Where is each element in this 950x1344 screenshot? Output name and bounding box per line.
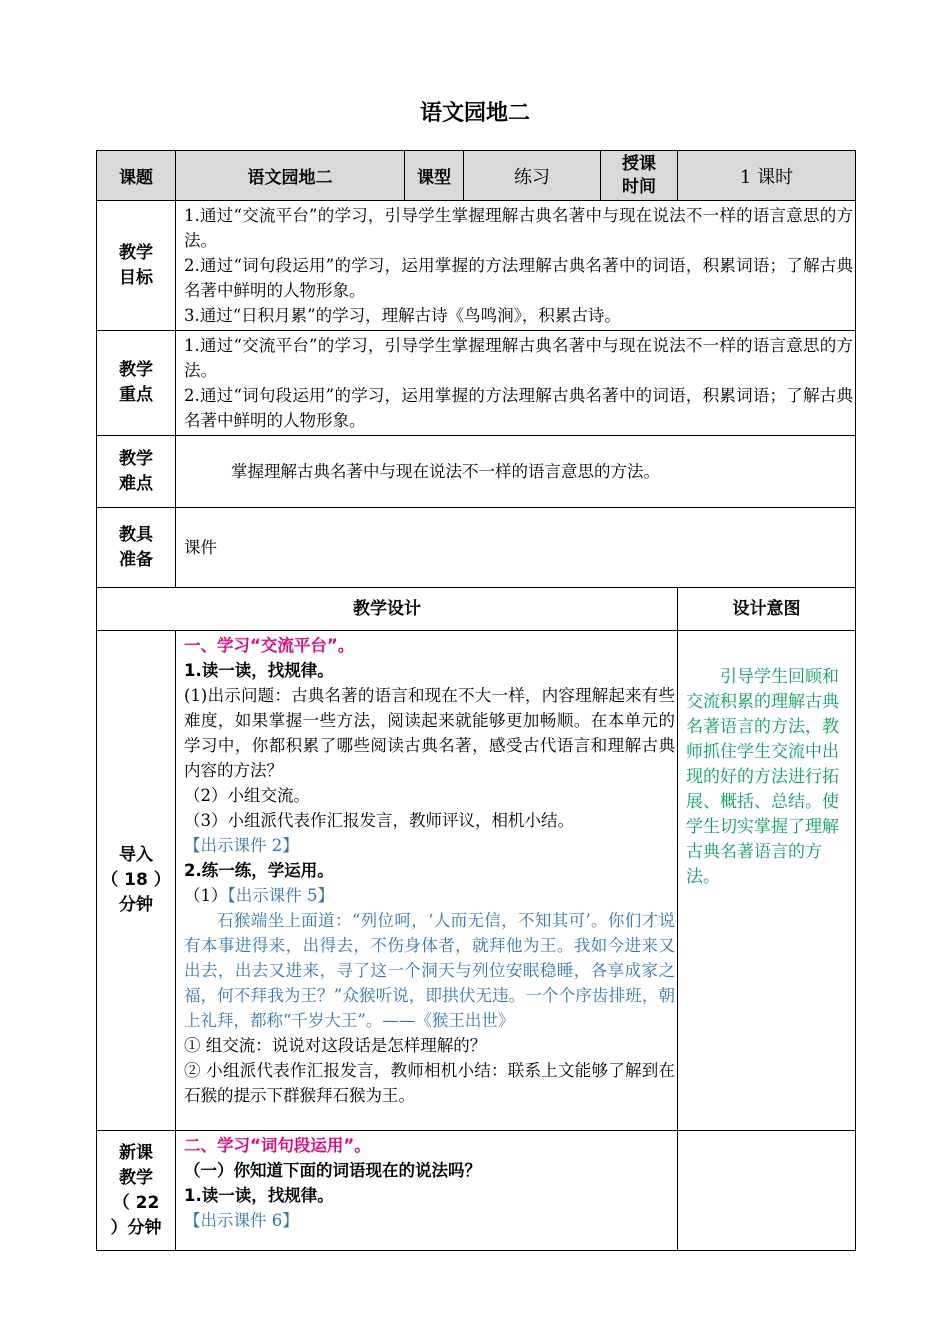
intro-p2: （2）小组交流。 [184, 786, 310, 805]
difficulty-content [176, 436, 856, 508]
difficulty-text: 掌握理解古典名著中与现在说法不一样的语言意思的方法。 [231, 462, 660, 481]
courseware-link-2[interactable]: 【出示课件 2】 [184, 836, 299, 855]
design-header-left: 教学设计 [97, 588, 678, 631]
courseware-link-5[interactable]: 【出示课件 5】 [227, 886, 334, 905]
header-row [97, 151, 856, 201]
design-header-right: 设计意图 [678, 588, 856, 631]
topic-value: 语文园地二 [176, 151, 405, 201]
goals-row [97, 201, 856, 331]
time-label [601, 151, 678, 201]
type-label: 课型 [405, 151, 464, 201]
intro-intent: 引导学生回顾和交流积累的理解古典名著语言的方法，教师抓住学生交流中出现的好的方法进行拓展、概括、总结。使学生切实掌握了理解古典名著语言的方法。 [678, 631, 856, 1131]
type-value: 练习 [464, 151, 601, 201]
newlesson-sub2: 1.读一读，找规律。 [184, 1186, 334, 1205]
tools-row [97, 508, 856, 588]
keypoints-label-text: 教学重点 [118, 360, 153, 405]
intro-quote: 石猴端坐上面道：“列位呵，‘人而无信，不知其可’。你们才说有本事进得来，出得去，不伤身体者，就拜他为王。我如今进来又出去，出去又进来，寻了这一个洞天与列位安眠稳睡，各享成家之福，何不拜我为王？”众猴听说，即拱伏无违。一个个序齿排班，朝上礼拜，都称“千岁大王”。——《猴王出世》 [184, 911, 675, 1030]
newlesson-sub1: （一）你知道下面的词语现在的说法吗？ [184, 1161, 481, 1180]
tools-text: 课件 [184, 538, 217, 557]
goals-label [97, 201, 176, 331]
intro-label-b: （ 18 ） [101, 870, 171, 890]
keypoints-content [176, 331, 856, 436]
intro-sub1: 1.读一读，找规律。 [184, 661, 334, 680]
tools-label-text: 教具准备 [118, 524, 153, 570]
newlesson-label-a: 新课 [119, 1142, 153, 1163]
goal-line: 1.通过“交流平台”的学习，引导学生掌握理解古典名著中与现在说法不一样的语言意思的方法。 [184, 206, 853, 250]
newlesson-row [97, 1131, 856, 1251]
intro-p1: (1)出示问题：古典名著的语言和现在不大一样，内容理解起来有些难度，如果掌握一些方法，阅读起来就能够更加畅顺。在本单元的学习中，你都积累了哪些阅读古典名著，感受古代语言和理解古典内容的方法？ [184, 686, 675, 780]
page-title: 语文园地二 [419, 101, 530, 126]
time-label-text: 授课时间 [621, 153, 656, 197]
time-value: 1 课时 [678, 151, 856, 201]
intro-p5 [184, 883, 675, 908]
newlesson-label-b: 教学 [119, 1167, 153, 1188]
goal-line: 3.通过“日积月累”的学习，理解古诗《鸟鸣涧》，积累古诗。 [184, 306, 621, 325]
difficulty-label-text: 教学难点 [118, 448, 153, 494]
intro-p5-prefix: （1） [184, 886, 228, 905]
keypoint-line: 2.通过“词句段运用”的学习，运用掌握的方法理解古典名著中的词语，积累词语；了解古典名著中鲜明的人物形象。 [184, 386, 853, 430]
tools-content [176, 508, 856, 588]
intro-sub2: 2.练一练，学运用。 [184, 861, 334, 880]
goal-line: 2.通过“词句段运用”的学习，运用掌握的方法理解古典名著中的词语，积累词语；了解古典名著中鲜明的人物形象。 [184, 256, 853, 300]
tools-label [97, 508, 176, 588]
design-header-row [97, 588, 856, 631]
keypoints-row [97, 331, 856, 436]
newlesson-content [176, 1131, 678, 1251]
keypoints-label [97, 331, 176, 436]
topic-label: 课题 [97, 151, 176, 201]
difficulty-label [97, 436, 176, 508]
newlesson-label [97, 1131, 176, 1251]
goals-label-text: 教学目标 [118, 242, 153, 288]
intro-row [97, 631, 856, 1131]
newlesson-label-d: ）分钟 [110, 1217, 162, 1238]
intro-content [176, 631, 678, 1131]
intro-p6: ① 组交流：说说对这段话是怎样理解的？ [184, 1036, 487, 1055]
difficulty-row [97, 436, 856, 508]
keypoint-line: 1.通过“交流平台”的学习，引导学生掌握理解古典名著中与现在说法不一样的语言意思的方法。 [184, 336, 853, 380]
intro-heading: 一、学习“交流平台”。 [184, 636, 355, 655]
intro-p3: （3）小组派代表作汇报发言，教师评议，相机小结。 [184, 811, 574, 830]
newlesson-label-c: （ 22 [112, 1192, 160, 1213]
lesson-plan-table [96, 150, 856, 1251]
intro-label-c: 分钟 [119, 895, 153, 915]
intro-p7: ② 小组派代表作汇报发言，教师相机小结：联系上文能够了解到在石猴的提示下群猴拜石猴为王。 [184, 1061, 675, 1105]
intro-label [97, 631, 176, 1131]
goals-content [176, 201, 856, 331]
newlesson-intent [678, 1131, 856, 1251]
courseware-link-6[interactable]: 【出示课件 6】 [184, 1211, 299, 1230]
intro-label-a: 导入 [119, 845, 153, 865]
newlesson-heading: 二、学习“词句段运用”。 [184, 1136, 371, 1155]
